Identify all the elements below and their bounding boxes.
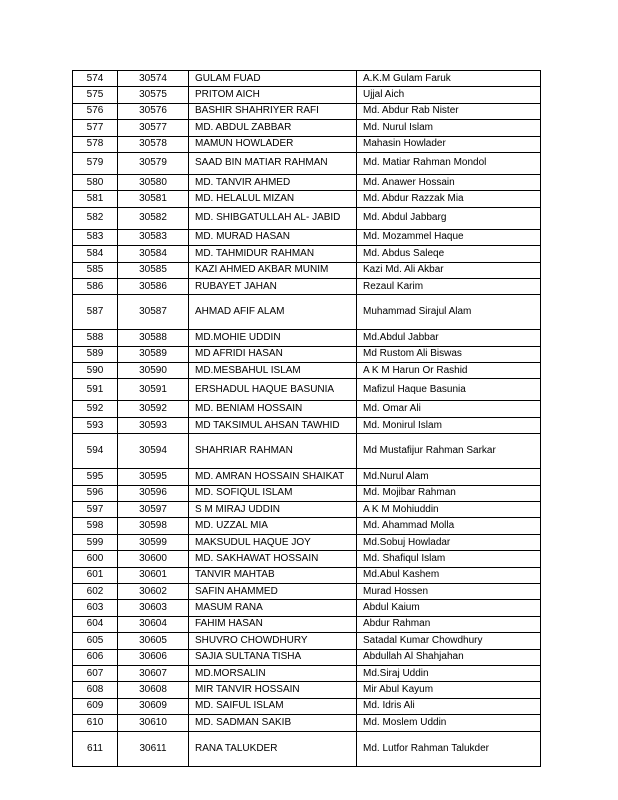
table-row bbox=[73, 534, 541, 550]
name-cell: MD.MESBAHUL ISLAM bbox=[189, 363, 357, 379]
father-name-cell: A K M Mohiuddin bbox=[357, 502, 541, 518]
roll-cell: 30611 bbox=[118, 731, 189, 766]
candidate-table bbox=[72, 70, 541, 767]
roll-cell: 30601 bbox=[118, 567, 189, 583]
serial-cell: 576 bbox=[73, 103, 118, 119]
roll-cell: 30610 bbox=[118, 715, 189, 731]
father-name-cell: Abdullah Al Shahjahan bbox=[357, 649, 541, 665]
table-row bbox=[73, 103, 541, 119]
name-cell: MD. MURAD HASAN bbox=[189, 229, 357, 245]
roll-cell: 30596 bbox=[118, 485, 189, 501]
table-row bbox=[73, 502, 541, 518]
serial-cell: 577 bbox=[73, 120, 118, 136]
father-name-cell: Md. Ahammad Molla bbox=[357, 518, 541, 534]
name-cell: MD TAKSIMUL AHSAN TAWHID bbox=[189, 417, 357, 433]
father-name-cell: Md.Nurul Alam bbox=[357, 469, 541, 485]
serial-cell: 585 bbox=[73, 262, 118, 278]
table-row bbox=[73, 665, 541, 681]
table-row bbox=[73, 469, 541, 485]
serial-cell: 579 bbox=[73, 152, 118, 174]
table-row bbox=[73, 174, 541, 190]
serial-cell: 594 bbox=[73, 434, 118, 469]
name-cell: SHUVRO CHOWDHURY bbox=[189, 633, 357, 649]
serial-cell: 580 bbox=[73, 174, 118, 190]
serial-cell: 598 bbox=[73, 518, 118, 534]
serial-cell: 602 bbox=[73, 583, 118, 599]
name-cell: RUBAYET JAHAN bbox=[189, 278, 357, 294]
name-cell: SHAHRIAR RAHMAN bbox=[189, 434, 357, 469]
father-name-cell: Md.Siraj Uddin bbox=[357, 665, 541, 681]
name-cell: MD. TAHMIDUR RAHMAN bbox=[189, 246, 357, 262]
father-name-cell: Md. Anawer Hossain bbox=[357, 174, 541, 190]
roll-cell: 30597 bbox=[118, 502, 189, 518]
table-row bbox=[73, 152, 541, 174]
serial-cell: 606 bbox=[73, 649, 118, 665]
father-name-cell: Md. Shafiqul Islam bbox=[357, 551, 541, 567]
roll-cell: 30584 bbox=[118, 246, 189, 262]
table-row bbox=[73, 649, 541, 665]
roll-cell: 30600 bbox=[118, 551, 189, 567]
table-row bbox=[73, 136, 541, 152]
name-cell: MD. HELALUL MIZAN bbox=[189, 191, 357, 207]
table-row bbox=[73, 363, 541, 379]
roll-cell: 30607 bbox=[118, 665, 189, 681]
roll-cell: 30581 bbox=[118, 191, 189, 207]
name-cell: MD. UZZAL MIA bbox=[189, 518, 357, 534]
table-row bbox=[73, 485, 541, 501]
father-name-cell: Ujjal Aich bbox=[357, 87, 541, 103]
name-cell: MD. BENIAM HOSSAIN bbox=[189, 401, 357, 417]
serial-cell: 581 bbox=[73, 191, 118, 207]
name-cell: MD.MOHIE UDDIN bbox=[189, 330, 357, 346]
roll-cell: 30583 bbox=[118, 229, 189, 245]
name-cell: AHMAD AFIF ALAM bbox=[189, 295, 357, 330]
father-name-cell: A K M Harun Or Rashid bbox=[357, 363, 541, 379]
table-row bbox=[73, 295, 541, 330]
name-cell: SAJIA SULTANA TISHA bbox=[189, 649, 357, 665]
father-name-cell: A.K.M Gulam Faruk bbox=[357, 71, 541, 87]
serial-cell: 603 bbox=[73, 600, 118, 616]
roll-cell: 30585 bbox=[118, 262, 189, 278]
table-row bbox=[73, 246, 541, 262]
table-row bbox=[73, 616, 541, 632]
serial-cell: 588 bbox=[73, 330, 118, 346]
serial-cell: 608 bbox=[73, 682, 118, 698]
roll-cell: 30582 bbox=[118, 207, 189, 229]
table-row bbox=[73, 715, 541, 731]
father-name-cell: Md. Lutfor Rahman Talukder bbox=[357, 731, 541, 766]
roll-cell: 30602 bbox=[118, 583, 189, 599]
roll-cell: 30576 bbox=[118, 103, 189, 119]
roll-cell: 30591 bbox=[118, 379, 189, 401]
serial-cell: 597 bbox=[73, 502, 118, 518]
name-cell: MD AFRIDI HASAN bbox=[189, 346, 357, 362]
father-name-cell: Mafizul Haque Basunia bbox=[357, 379, 541, 401]
roll-cell: 30609 bbox=[118, 698, 189, 714]
serial-cell: 583 bbox=[73, 229, 118, 245]
table-row bbox=[73, 417, 541, 433]
father-name-cell: Md. Mozammel Haque bbox=[357, 229, 541, 245]
father-name-cell: Satadal Kumar Chowdhury bbox=[357, 633, 541, 649]
name-cell: PRITOM AICH bbox=[189, 87, 357, 103]
name-cell: MASUM RANA bbox=[189, 600, 357, 616]
roll-cell: 30587 bbox=[118, 295, 189, 330]
father-name-cell: Md. Mojibar Rahman bbox=[357, 485, 541, 501]
roll-cell: 30603 bbox=[118, 600, 189, 616]
roll-cell: 30580 bbox=[118, 174, 189, 190]
father-name-cell: Abdur Rahman bbox=[357, 616, 541, 632]
table-row bbox=[73, 518, 541, 534]
table-row bbox=[73, 600, 541, 616]
father-name-cell: Md. Abdus Saleqe bbox=[357, 246, 541, 262]
serial-cell: 591 bbox=[73, 379, 118, 401]
name-cell: MAKSUDUL HAQUE JOY bbox=[189, 534, 357, 550]
roll-cell: 30588 bbox=[118, 330, 189, 346]
father-name-cell: Md.Abdul Jabbar bbox=[357, 330, 541, 346]
name-cell: S M MIRAJ UDDIN bbox=[189, 502, 357, 518]
table-row bbox=[73, 71, 541, 87]
name-cell: TANVIR MAHTAB bbox=[189, 567, 357, 583]
table-row bbox=[73, 330, 541, 346]
roll-cell: 30608 bbox=[118, 682, 189, 698]
serial-cell: 589 bbox=[73, 346, 118, 362]
serial-cell: 586 bbox=[73, 278, 118, 294]
father-name-cell: Md. Nurul Islam bbox=[357, 120, 541, 136]
table-row bbox=[73, 120, 541, 136]
table-row bbox=[73, 633, 541, 649]
father-name-cell: Md.Abul Kashem bbox=[357, 567, 541, 583]
roll-cell: 30579 bbox=[118, 152, 189, 174]
serial-cell: 605 bbox=[73, 633, 118, 649]
serial-cell: 574 bbox=[73, 71, 118, 87]
serial-cell: 610 bbox=[73, 715, 118, 731]
father-name-cell: Md Rustom Ali Biswas bbox=[357, 346, 541, 362]
table-row bbox=[73, 434, 541, 469]
serial-cell: 607 bbox=[73, 665, 118, 681]
roll-cell: 30604 bbox=[118, 616, 189, 632]
roll-cell: 30605 bbox=[118, 633, 189, 649]
table-row bbox=[73, 207, 541, 229]
roll-cell: 30589 bbox=[118, 346, 189, 362]
name-cell: MD.MORSALIN bbox=[189, 665, 357, 681]
father-name-cell: Md Mustafijur Rahman Sarkar bbox=[357, 434, 541, 469]
father-name-cell: Murad Hossen bbox=[357, 583, 541, 599]
roll-cell: 30599 bbox=[118, 534, 189, 550]
father-name-cell: Abdul Kaium bbox=[357, 600, 541, 616]
roll-cell: 30577 bbox=[118, 120, 189, 136]
father-name-cell: Muhammad Sirajul Alam bbox=[357, 295, 541, 330]
roll-cell: 30575 bbox=[118, 87, 189, 103]
serial-cell: 575 bbox=[73, 87, 118, 103]
serial-cell: 587 bbox=[73, 295, 118, 330]
roll-cell: 30590 bbox=[118, 363, 189, 379]
father-name-cell: Mahasin Howlader bbox=[357, 136, 541, 152]
name-cell: MD. SHIBGATULLAH AL- JABID bbox=[189, 207, 357, 229]
father-name-cell: Md. Abdul Jabbarg bbox=[357, 207, 541, 229]
father-name-cell: Rezaul Karim bbox=[357, 278, 541, 294]
name-cell: MD. SOFIQUL ISLAM bbox=[189, 485, 357, 501]
father-name-cell: Md. Abdur Razzak Mia bbox=[357, 191, 541, 207]
father-name-cell: Md.Sobuj Howladar bbox=[357, 534, 541, 550]
serial-cell: 595 bbox=[73, 469, 118, 485]
name-cell: MD. ABDUL ZABBAR bbox=[189, 120, 357, 136]
father-name-cell: Md. Monirul Islam bbox=[357, 417, 541, 433]
name-cell: BASHIR SHAHRIYER RAFI bbox=[189, 103, 357, 119]
serial-cell: 592 bbox=[73, 401, 118, 417]
table-row bbox=[73, 346, 541, 362]
father-name-cell: Kazi Md. Ali Akbar bbox=[357, 262, 541, 278]
serial-cell: 584 bbox=[73, 246, 118, 262]
table-row bbox=[73, 229, 541, 245]
father-name-cell: Md. Moslem Uddin bbox=[357, 715, 541, 731]
table-row bbox=[73, 262, 541, 278]
table-row bbox=[73, 401, 541, 417]
name-cell: MD. TANVIR AHMED bbox=[189, 174, 357, 190]
name-cell: MD. SADMAN SAKIB bbox=[189, 715, 357, 731]
roll-cell: 30586 bbox=[118, 278, 189, 294]
name-cell: MD. AMRAN HOSSAIN SHAIKAT bbox=[189, 469, 357, 485]
serial-cell: 593 bbox=[73, 417, 118, 433]
name-cell: SAAD BIN MATIAR RAHMAN bbox=[189, 152, 357, 174]
name-cell: KAZI AHMED AKBAR MUNIM bbox=[189, 262, 357, 278]
name-cell: ERSHADUL HAQUE BASUNIA bbox=[189, 379, 357, 401]
roll-cell: 30606 bbox=[118, 649, 189, 665]
roll-cell: 30578 bbox=[118, 136, 189, 152]
serial-cell: 600 bbox=[73, 551, 118, 567]
roll-cell: 30593 bbox=[118, 417, 189, 433]
table-row bbox=[73, 551, 541, 567]
father-name-cell: Md. Omar Ali bbox=[357, 401, 541, 417]
roll-cell: 30592 bbox=[118, 401, 189, 417]
name-cell: MAMUN HOWLADER bbox=[189, 136, 357, 152]
serial-cell: 609 bbox=[73, 698, 118, 714]
name-cell: MIR TANVIR HOSSAIN bbox=[189, 682, 357, 698]
father-name-cell: Mir Abul Kayum bbox=[357, 682, 541, 698]
table-row bbox=[73, 583, 541, 599]
name-cell: FAHIM HASAN bbox=[189, 616, 357, 632]
roll-cell: 30598 bbox=[118, 518, 189, 534]
serial-cell: 596 bbox=[73, 485, 118, 501]
table-row bbox=[73, 698, 541, 714]
roll-cell: 30574 bbox=[118, 71, 189, 87]
serial-cell: 611 bbox=[73, 731, 118, 766]
name-cell: GULAM FUAD bbox=[189, 71, 357, 87]
serial-cell: 578 bbox=[73, 136, 118, 152]
serial-cell: 599 bbox=[73, 534, 118, 550]
name-cell: RANA TALUKDER bbox=[189, 731, 357, 766]
father-name-cell: Md. Matiar Rahman Mondol bbox=[357, 152, 541, 174]
roll-cell: 30594 bbox=[118, 434, 189, 469]
serial-cell: 590 bbox=[73, 363, 118, 379]
serial-cell: 604 bbox=[73, 616, 118, 632]
table-row bbox=[73, 682, 541, 698]
table-row bbox=[73, 87, 541, 103]
name-cell: MD. SAKHAWAT HOSSAIN bbox=[189, 551, 357, 567]
roll-cell: 30595 bbox=[118, 469, 189, 485]
serial-cell: 582 bbox=[73, 207, 118, 229]
father-name-cell: Md. Abdur Rab Nister bbox=[357, 103, 541, 119]
name-cell: SAFIN AHAMMED bbox=[189, 583, 357, 599]
table-row bbox=[73, 731, 541, 766]
serial-cell: 601 bbox=[73, 567, 118, 583]
table-row bbox=[73, 191, 541, 207]
name-cell: MD. SAIFUL ISLAM bbox=[189, 698, 357, 714]
table-row bbox=[73, 567, 541, 583]
table-row bbox=[73, 278, 541, 294]
table-row bbox=[73, 379, 541, 401]
father-name-cell: Md. Idris Ali bbox=[357, 698, 541, 714]
